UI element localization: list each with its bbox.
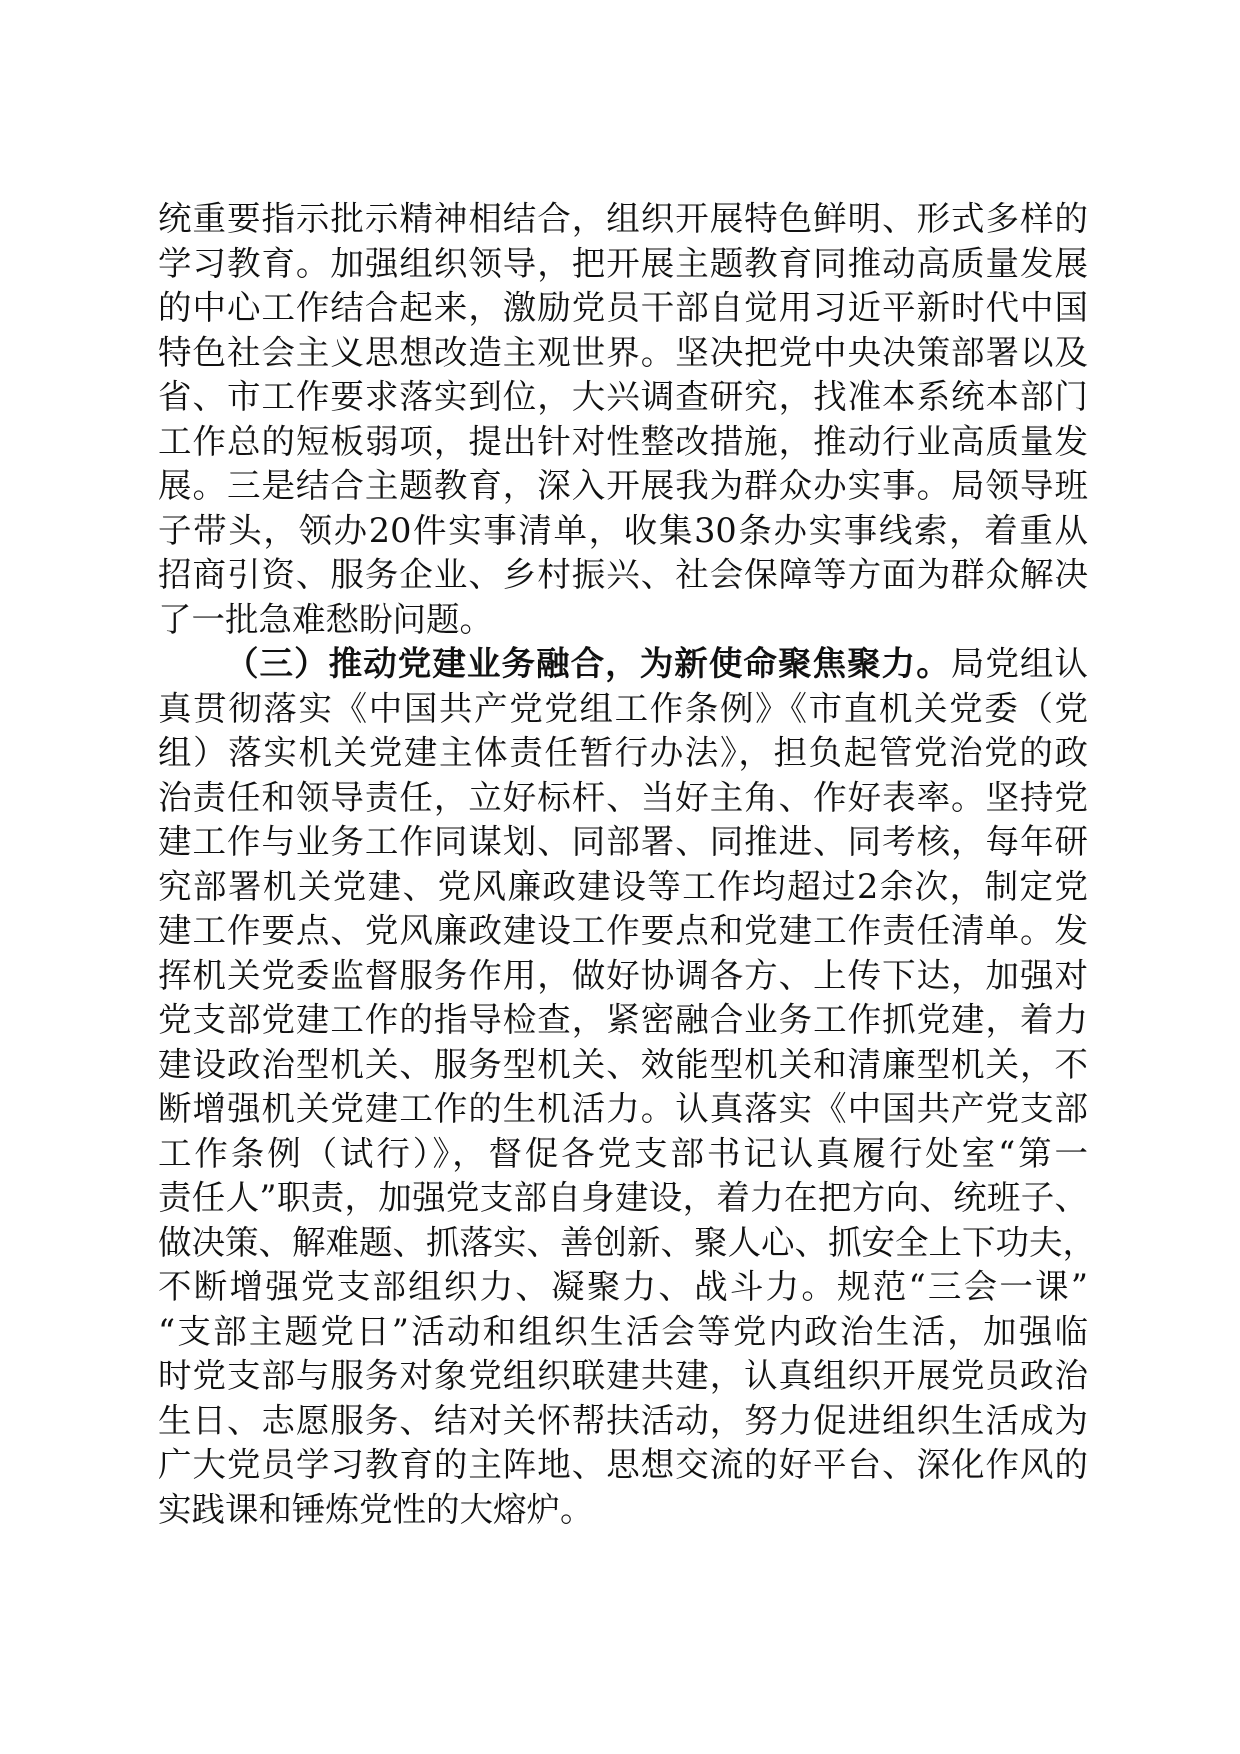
text-line: 断增强机关党建工作的生机活力。认真落实《中国共产党支部 bbox=[158, 1089, 1088, 1128]
text-line: 的中心工作结合起来，激励党员干部自觉用习近平新时代中国 bbox=[158, 288, 1088, 327]
text-line: 治责任和领导责任，立好标杆、当好主角、作好表率。坚持党 bbox=[158, 777, 1088, 817]
paragraph-2-first-line bbox=[158, 642, 1088, 687]
text-line: 不断增强党支部组织力、凝聚力、战斗力。规范“三会一课” bbox=[158, 1267, 1088, 1306]
body-text bbox=[158, 197, 1096, 1532]
text-line: 了一批急难愁盼问题。 bbox=[158, 599, 493, 639]
text-line: 工作总的短板弱项，提出针对性整改措施，推动行业高质量发 bbox=[158, 421, 1088, 461]
text-line: 特色社会主义思想改造主观世界。坚决把党中央决策部署以及 bbox=[158, 332, 1088, 372]
text-line: 建工作要点、党风廉政建设工作要点和党建工作责任清单。发 bbox=[158, 911, 1088, 950]
text-line: 实践课和锤炼党性的大熔炉。 bbox=[158, 1489, 594, 1529]
section-heading: （三）推动党建业务融合，为新使命聚焦聚力。 bbox=[225, 644, 951, 683]
text-line: 学习教育。加强组织领导，把开展主题教育同推动高质量发展 bbox=[158, 243, 1088, 283]
text-line: 工作条例（试行）》，督促各党支部书记认真履行处室“第一 bbox=[158, 1133, 1088, 1173]
text-line: “支部主题党日”活动和组织生活会等党内政治生活，加强临 bbox=[158, 1311, 1088, 1351]
text-line: 做决策、解难题、抓落实、善创新、聚人心、抓安全上下功夫， bbox=[158, 1222, 1096, 1262]
paragraph-1 bbox=[158, 197, 1088, 642]
text-line: 真贯彻落实《中国共产党党组工作条例》《市直机关党委（党 bbox=[158, 688, 1088, 728]
text-line: 建工作与业务工作同谋划、同部署、同推进、同考核，每年研 bbox=[158, 822, 1088, 861]
text-line: 党支部党建工作的指导检查，紧密融合业务工作抓党建，着力 bbox=[158, 1000, 1088, 1039]
text-line: 建设政治型机关、服务型机关、效能型机关和清廉型机关，不 bbox=[158, 1044, 1088, 1084]
text-line: 省、市工作要求落实到位，大兴调查研究，找准本系统本部门 bbox=[158, 377, 1088, 416]
text-line: 招商引资、服务企业、乡村振兴、社会保障等方面为群众解决 bbox=[158, 555, 1088, 594]
text-line: 挥机关党委监督服务作用，做好协调各方、上传下达，加强对 bbox=[158, 955, 1088, 995]
paragraph-2 bbox=[158, 642, 1096, 1532]
text-line: 组）落实机关党建主体责任暂行办法》，担负起管党治党的政 bbox=[158, 733, 1088, 772]
text-line: 责任人”职责，加强党支部自身建设，着力在把方向、统班子、 bbox=[158, 1178, 1088, 1217]
text-line: 广大党员学习教育的主阵地、思想交流的好平台、深化作风的 bbox=[158, 1445, 1088, 1484]
heading-continuation: 局党组认 bbox=[950, 644, 1088, 683]
text-line: 统重要指示批示精神相结合，组织开展特色鲜明、形式多样的 bbox=[158, 199, 1088, 238]
text-line: 生日、志愿服务、结对关怀帮扶活动，努力促进组织生活成为 bbox=[158, 1400, 1088, 1440]
text-line: 展。三是结合主题教育，深入开展我为群众办实事。局领导班 bbox=[158, 466, 1088, 505]
text-line: 时党支部与服务对象党组织联建共建，认真组织开展党员政治 bbox=[158, 1356, 1088, 1395]
text-line: 究部署机关党建、党风廉政建设等工作均超过2余次，制定党 bbox=[158, 866, 1088, 906]
text-line: 子带头，领办20件实事清单，收集30条办实事线索，着重从 bbox=[158, 510, 1088, 550]
